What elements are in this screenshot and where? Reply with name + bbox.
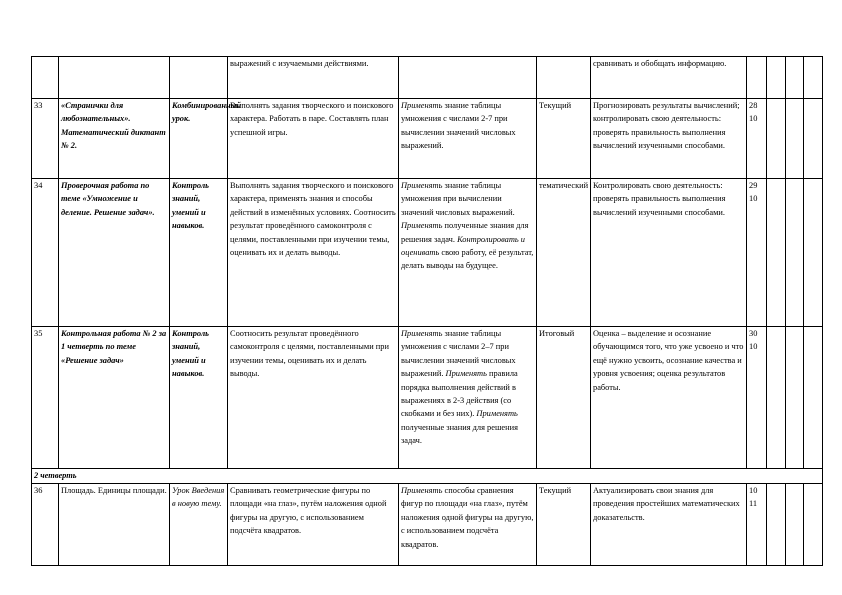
lesson-date: 28 10 [747,99,767,179]
subject-results [399,327,537,469]
activities: Соотносить результат проведённого самоконтроля с целями, поставленными при изучении темы, оценивать их и делать выводы. [228,327,399,469]
section-header-row [32,469,823,484]
subject-result-segment: Применять [401,329,443,338]
lesson-date: 29 10 [747,179,767,327]
lesson-number [32,57,59,99]
table-row [32,179,823,327]
lesson-number: 35 [32,327,59,469]
subject-result-segment: Применять [401,101,443,110]
extra-column [804,484,823,566]
lesson-date [747,57,767,99]
extra-column [804,179,823,327]
control-type: тематический [537,179,591,327]
lesson-type: Урок Введения в новую тему. [170,484,228,566]
subject-result-segment: знание таблицы умножения при вычислении значений числовых выражений. [401,181,515,217]
activities: Выполнять задания творческого и поискового характера, применять знания и способы действий в изменённых условиях. Соотносить результат проведённого самоконтроля с целями, поставленными при изучении темы, оценивать их и делать выводы. [228,179,399,327]
lesson-plan-table [31,56,823,566]
extra-column [767,327,786,469]
lesson-topic: «Странички для любознательных». Математический диктант № 2. [59,99,170,179]
uud-results: Прогнозировать результаты вычислений; контролировать свою деятельность: проверять правильность выполнения вычислений изученными способами. [591,99,747,179]
subject-results [399,99,537,179]
extra-column [786,99,804,179]
lesson-number: 33 [32,99,59,179]
table-row [32,57,823,99]
subject-result-segment: Контролировать и оценивать [401,234,525,258]
lesson-date: 10 11 [747,484,767,566]
lesson-type: Контроль знаний, умений и навыков. [170,179,228,327]
control-type: Текущий [537,99,591,179]
lesson-topic [59,57,170,99]
lesson-date: 30 10 [747,327,767,469]
extra-column [786,57,804,99]
subject-result-segment: знание таблицы умножения с числами 2–7 при вычислении значений числовых выражений. [401,329,516,379]
table-row [32,99,823,179]
section-header: 2 четверть [32,469,823,484]
extra-column [767,179,786,327]
subject-result-segment: Применять [445,369,487,379]
control-type: Итоговый [537,327,591,469]
uud-results: Контролировать свою деятельность: проверять правильность выполнения вычислений изученными способами. [591,179,747,327]
subject-results [399,57,537,99]
subject-result-segment: Применять [401,486,443,495]
activities: выражений с изучаемыми действиями. [228,57,399,99]
subject-result-segment: полученные знания для решения задач. [401,422,518,446]
extra-column [786,179,804,327]
extra-column [767,484,786,566]
lesson-type: Комбинированный урок. [170,99,228,179]
subject-result-segment: свою работу, её результат, делать выводы на будущее. [401,248,534,271]
subject-result-segment: Применять [401,181,443,190]
extra-column [767,57,786,99]
activities: Выполнять задания творческого и поискового характера. Работать в паре. Составлять план успешной игры. [228,99,399,179]
extra-column [786,484,804,566]
uud-results: сравнивать и обобщать информацию. [591,57,747,99]
control-type [537,57,591,99]
uud-results: Актуализировать свои знания для проведения простейших математических доказательств. [591,484,747,566]
lesson-topic: Проверочная работа по теме «Умножение и деление. Решение задач». [59,179,170,327]
extra-column [786,327,804,469]
uud-results: Оценка – выделение и осознание обучающимся того, что уже усвоено и что ещё нужно усвоить, осознание качества и уровня усвоения; оценка результатов работы. [591,327,747,469]
subject-result-segment: способы сравнения фигур по площади «на глаз», путём наложения одной фигуры на другую, с использованием подсчёта квадратов. [401,486,534,549]
lesson-topic: Контрольная работа № 2 за 1 четверть по теме «Решение задач» [59,327,170,469]
activities: Сравнивать геометрические фигуры по площади «на глаз», путём наложения одной фигуры на другую, с использованием подсчёта квадратов. [228,484,399,566]
subject-result-segment: Применять [401,221,443,231]
lesson-number: 36 [32,484,59,566]
lesson-type [170,57,228,99]
subject-result-segment: полученные знания для решения задач. [401,221,529,244]
subject-result-segment: правила порядка выполнения действий в выражениях в 2-3 действия (со скобками и без них). [401,369,518,419]
extra-column [804,99,823,179]
subject-result-segment: Применять [476,409,518,419]
subject-result-segment: знание таблицы умножения с числами 2-7 при вычислении значений числовых выражений. [401,101,516,151]
extra-column [804,327,823,469]
table-row [32,484,823,566]
extra-column [804,57,823,99]
control-type: Текущий [537,484,591,566]
lesson-topic: Площадь. Единицы площади. [59,484,170,566]
lesson-number: 34 [32,179,59,327]
subject-results [399,179,537,327]
table-row [32,327,823,469]
extra-column [767,99,786,179]
subject-results [399,484,537,566]
lesson-type: Контроль знаний, умений и навыков. [170,327,228,469]
